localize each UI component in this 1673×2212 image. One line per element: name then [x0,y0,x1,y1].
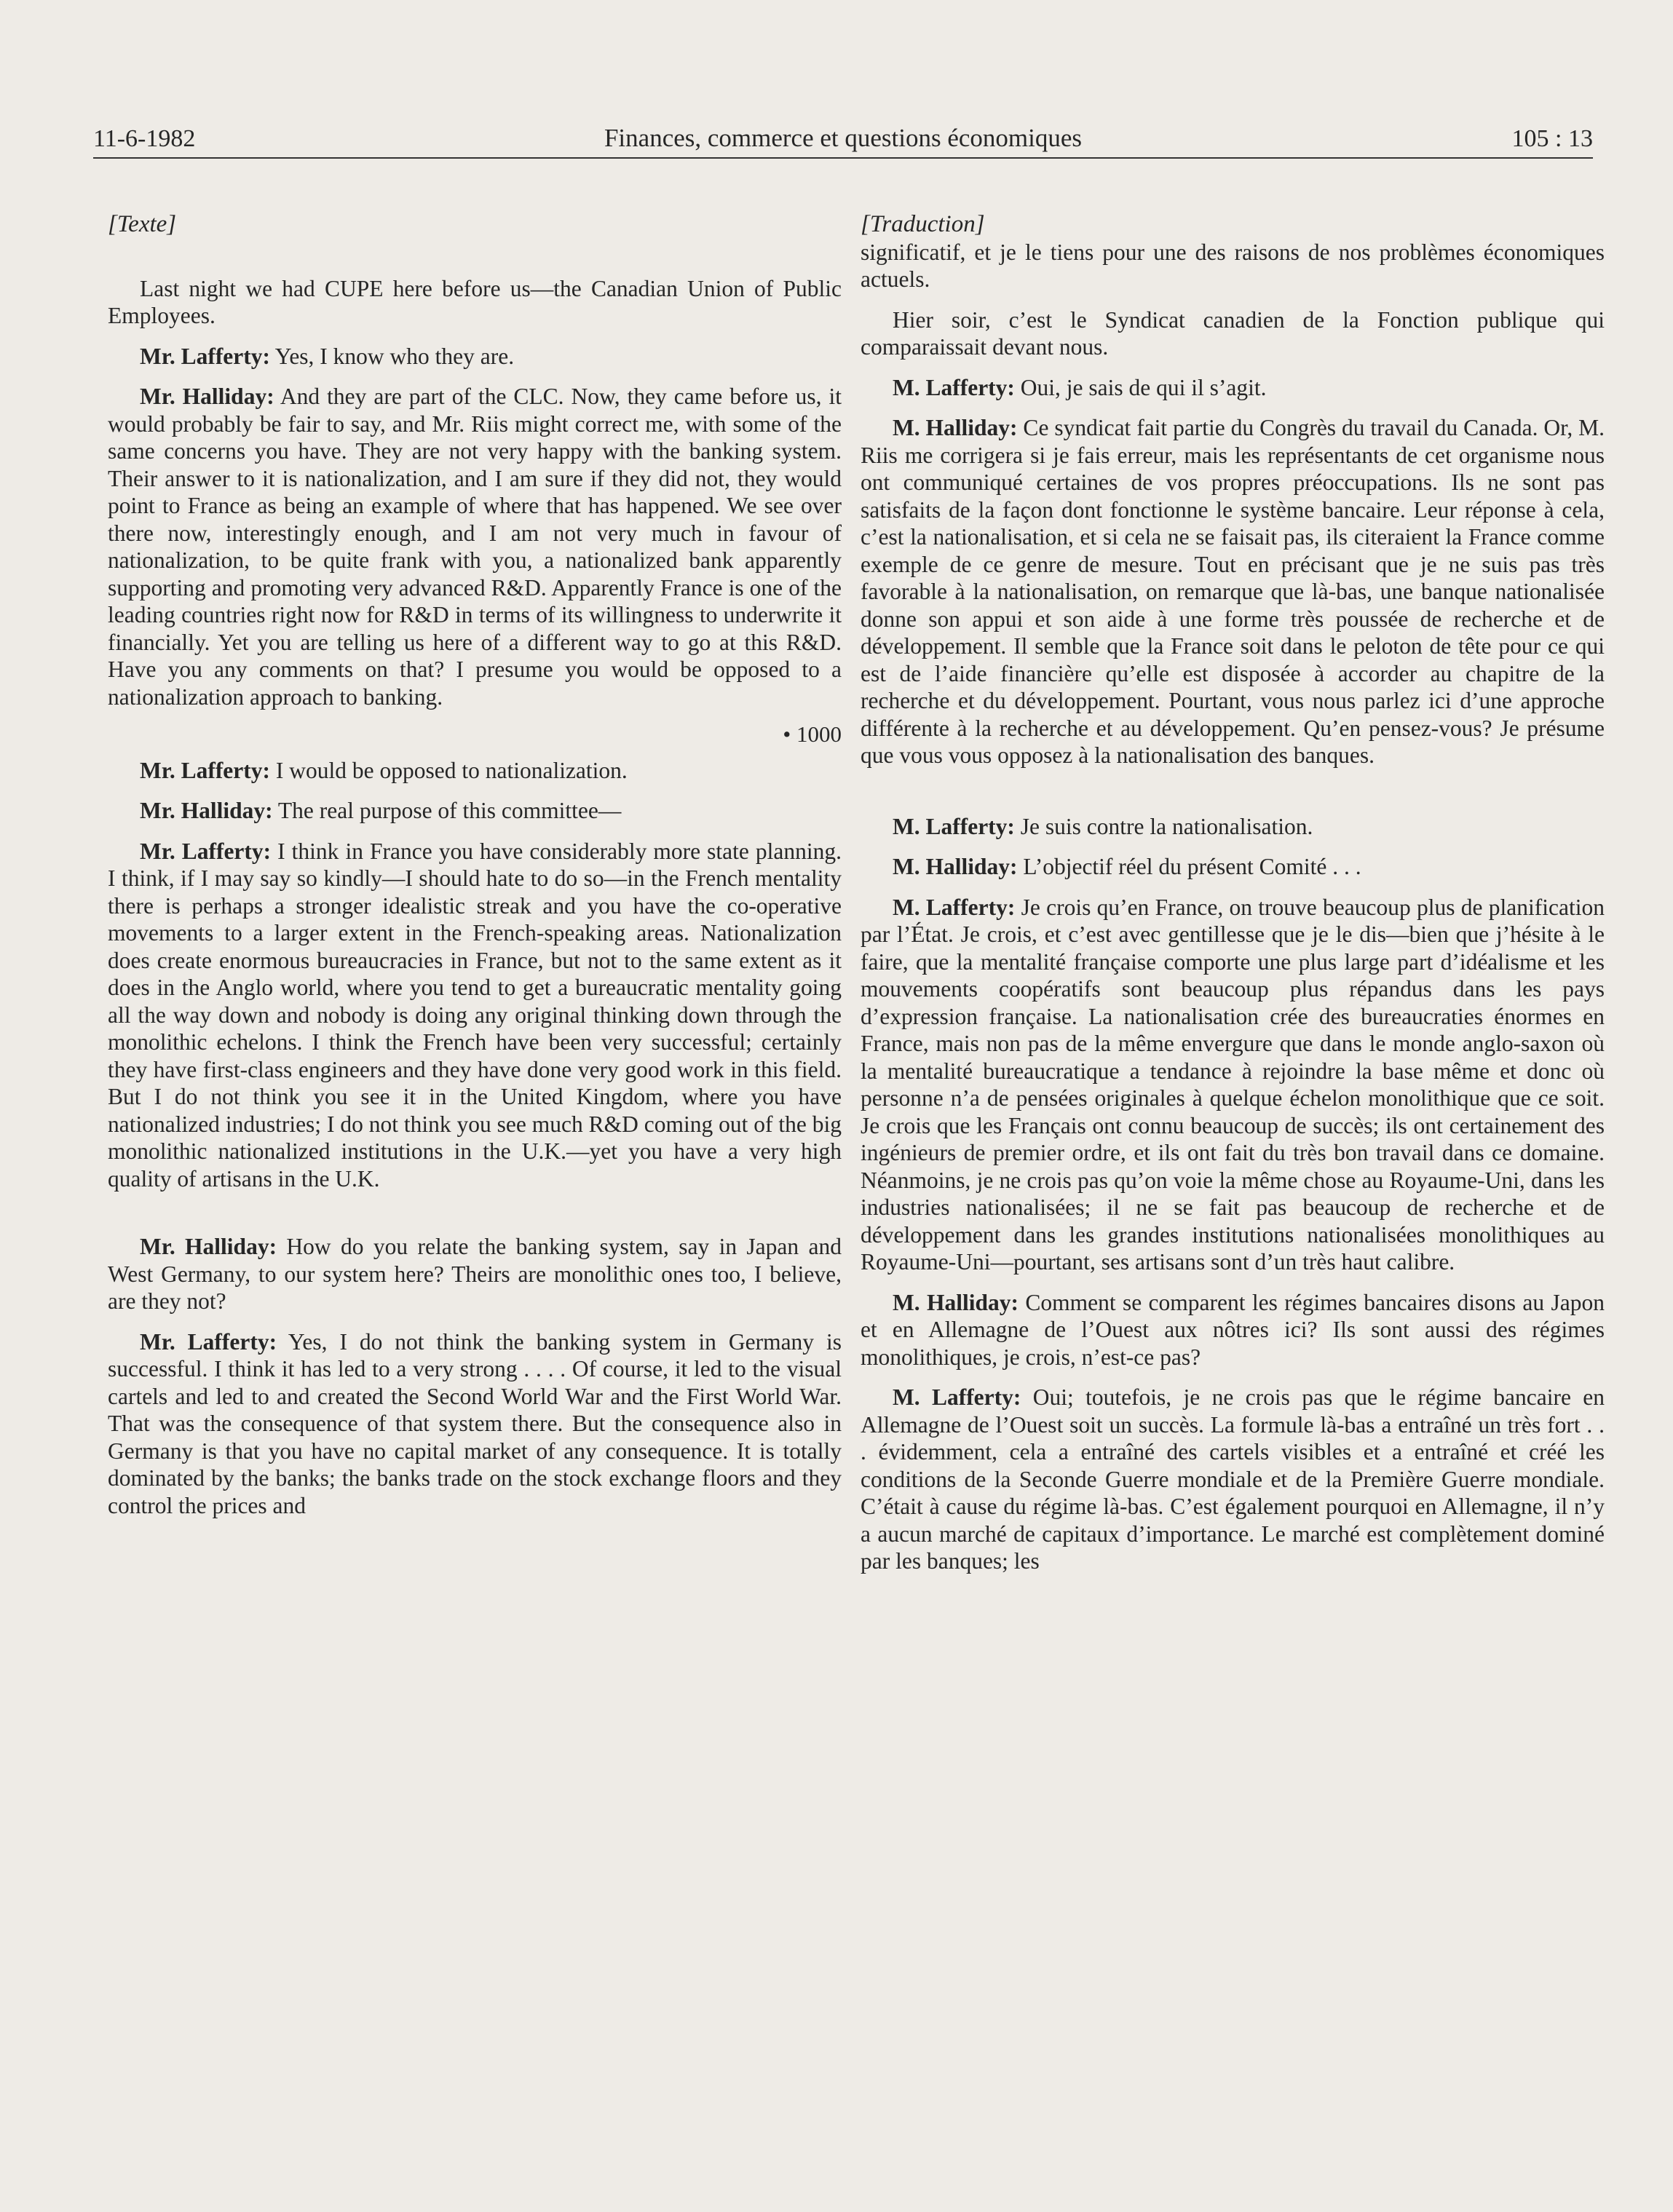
column-label-traduction: [Traduction] [861,211,985,237]
speaker-name: Mr. Lafferty: [140,838,272,864]
speech-text: I think in France you have considerably more state planning. I think, if I may say so kindly—I should hate to do so—in the French mentality there is perhaps a stronger idealistic streak and you have the co-operative movements to a larger extent in the French-speaking areas. Nationalization does create enormous bureaucracies in France, but not to the same extent as it does in the Anglo world, where you tend to get a bureaucratic mentality going all the way down and nobody is doing any original thinking down through the monolithic echelons. I think the French have been very successful; certainly they have first-class engineers and they have done very good work in this field. But I do not think you see it in the United Kingdom, where you have nationalized industries; I do not think you see much R&D coming out of the big monolithic nationalized institutions in the U.K.—yet you have a very high quality of artisans in the U.K. [108,838,842,1192]
paragraph [861,1289,1605,1371]
speaker-name: M. Halliday: [893,415,1018,440]
speaker-name: Mr. Lafferty: [140,343,271,369]
english-column [108,211,842,1519]
header-date: 11-6-1982 [93,125,196,152]
french-column [861,211,1605,1575]
speaker-name: M. Halliday: [893,854,1018,879]
speaker-name: Mr. Halliday: [140,384,274,409]
speech-text: Ce syndicat fait partie du Congrès du travail du Canada. Or, M. Riis me corrigera si je fais erreur, mais les représentants de cet organisme nous ont communiqué certaines de vos propres préoccupations. Ils ne sont pas satisfaits de la façon dont fonctionne le système bancaire. Leur réponse à cela, c’est la nationalisation, et si cela ne se faisait pas, ils citeraient la France comme exemple de ce genre de mesure. Tout en précisant que je ne suis pas très favorable à la nationalisation, on remarque que là-bas, une banque nationalisée donne son appui et son aide à une forme très poussée de recherche et de développement. Il semble que la France soit dans le peloton de tête pour ce qui est de l’aide financière qu’elle est disposée à accorder au chapitre de la recherche et du développement. Pourtant, vous nous parlez ici d’une approche différente à la recherche et au développement. Qu’en pensez-vous? Je présume que vous vous opposez à la nationalisation des banques. [861,415,1605,768]
paragraph [861,414,1605,769]
header-title: Finances, commerce et questions économiques [604,124,1083,152]
speaker-name: M. Lafferty: [893,813,1015,839]
speech-text: Je crois qu’en France, on trouve beaucoup plus de planification par l’État. Je crois, et c’est avec gentillesse que je le dis—bien que j’hésite à le faire, que la mentalité française comporte une plus large part d’idéalisme et les mouvements coopératifs sont beaucoup plus répandus dans les pays d’expression française. La nationalisation crée des bureaucraties énormes en France, mais non pas de la même envergure que dans le monde anglo-saxon où la mentalité bureaucratique a tendance à rejoindre la base même et donc où personne n’a de pensées originales à quelque échelon monolithique que ce soit. Je crois que les Français ont connu beaucoup de succès; ils ont certainement des ingénieurs de premier ordre, et ils ont fait du très bon travail dans ce domaine. Néanmoins, je ne crois pas qu’on voie la même chose au Royaume-Uni, dans les industries nationalisées; il ne se fait pas beaucoup de recherche et de développement dans les grandes institutions nationalisées monolithiques au Royaume-Uni—pourtant, ses artisans sont d’un très haut calibre. [861,894,1605,1275]
speaker-name: M. Lafferty: [893,1384,1021,1410]
paragraph [861,853,1605,881]
speaker-name: M. Lafferty: [893,894,1016,920]
speech-text: Comment se comparent les régimes bancaires disons au Japon et en Allemagne de l’Ouest aux nôtres ici? Ils sont aussi des régimes monolithiques, je crois, n’est-ce pas? [861,1289,1605,1370]
paragraph [108,1233,842,1315]
header-page-number: 105 : 13 [1511,125,1593,152]
page-header [93,116,1593,159]
speech-text: I would be opposed to nationalization. [270,757,628,783]
speaker-name: Mr. Lafferty: [140,757,271,783]
paragraph [108,757,842,785]
speech-text: Oui, je sais de qui il s’agit. [1014,374,1267,400]
paragraph [108,838,842,1193]
paragraph [861,374,1605,402]
paragraph [108,343,842,370]
paragraph [861,813,1605,841]
paragraph [861,1384,1605,1575]
paragraph [108,797,842,825]
speaker-name: M. Halliday: [893,1289,1019,1315]
speaker-name: Mr. Halliday: [140,798,273,823]
paragraph: significatif, et je le tiens pour une des raisons de nos problèmes économiques actuels. [861,239,1605,292]
paragraph: Last night we had CUPE here before us—the Canadian Union of Public Employees. [108,275,842,328]
time-marker: • 1000 [783,721,842,747]
speech-text: And they are part of the CLC. Now, they came before us, it would probably be fair to say, and Mr. Riis might correct me, with some of the same concerns you have. They are not very happy with the banking system. Their answer to it is nationalization, and I am sure if they did not, they would point to France as being an example of where that has happened. We see over there now, interestingly enough, and I am not very much in favour of nationalization, to be quite frank with you, a nationalized bank apparently supporting and promoting very advanced R&D. Apparently France is one of the leading countries right now for R&D in terms of its willingness to underwrite it financially. Yet you are telling us here of a different way to go at this R&D. Have you any comments on that? I presume you would be opposed to a nationalization approach to banking. [108,384,842,710]
speech-text: Oui; toutefois, je ne crois pas que le régime bancaire en Allemagne de l’Ouest soit un succès. La formule là-bas a entraîné un très fort . . . évidemment, cela a entraîné des cartels visibles et a entraîné et créé les conditions de la Seconde Guerre mondiale et de la Première Guerre mondiale. C’était à cause du régime là-bas. C’est également pourquoi en Allemagne, il n’y a aucun marché de capitaux d’importance. Le marché est complètement dominé par les banques; les [861,1384,1605,1574]
paragraph [861,894,1605,1276]
speech-text: L’objectif réel du présent Comité . . . [1017,854,1361,879]
speech-text: Yes, I know who they are. [270,343,515,369]
column-label-texte: [Texte] [108,211,177,237]
paragraph [108,383,842,710]
speech-text: Je suis contre la nationalisation. [1014,813,1313,839]
speech-text: Yes, I do not think the banking system in Germany is successful. I think it has led to a very strong . . . . Of course, it led to the visual cartels and led to and created the Second World War and the First World War. That was the consequence of that system there. But the consequence also in Germany is that you have no capital market of any consequence. It is totally dominated by the banks; the banks trade on the stock exchange floors and they control the prices and [108,1328,842,1518]
paragraph: Hier soir, c’est le Syndicat canadien de la Fonction publique qui comparaissait devant nous. [861,306,1605,360]
speaker-name: M. Lafferty: [893,374,1015,400]
paragraph [108,1328,842,1520]
speech-text: The real purpose of this committee— [272,798,622,823]
speaker-name: Mr. Halliday: [140,1234,277,1259]
speech-text: How do you relate the banking system, say in Japan and West Germany, to our system here? Theirs are monolithic ones too, I believe, are they not? [108,1234,842,1314]
speaker-name: Mr. Lafferty: [140,1328,277,1355]
